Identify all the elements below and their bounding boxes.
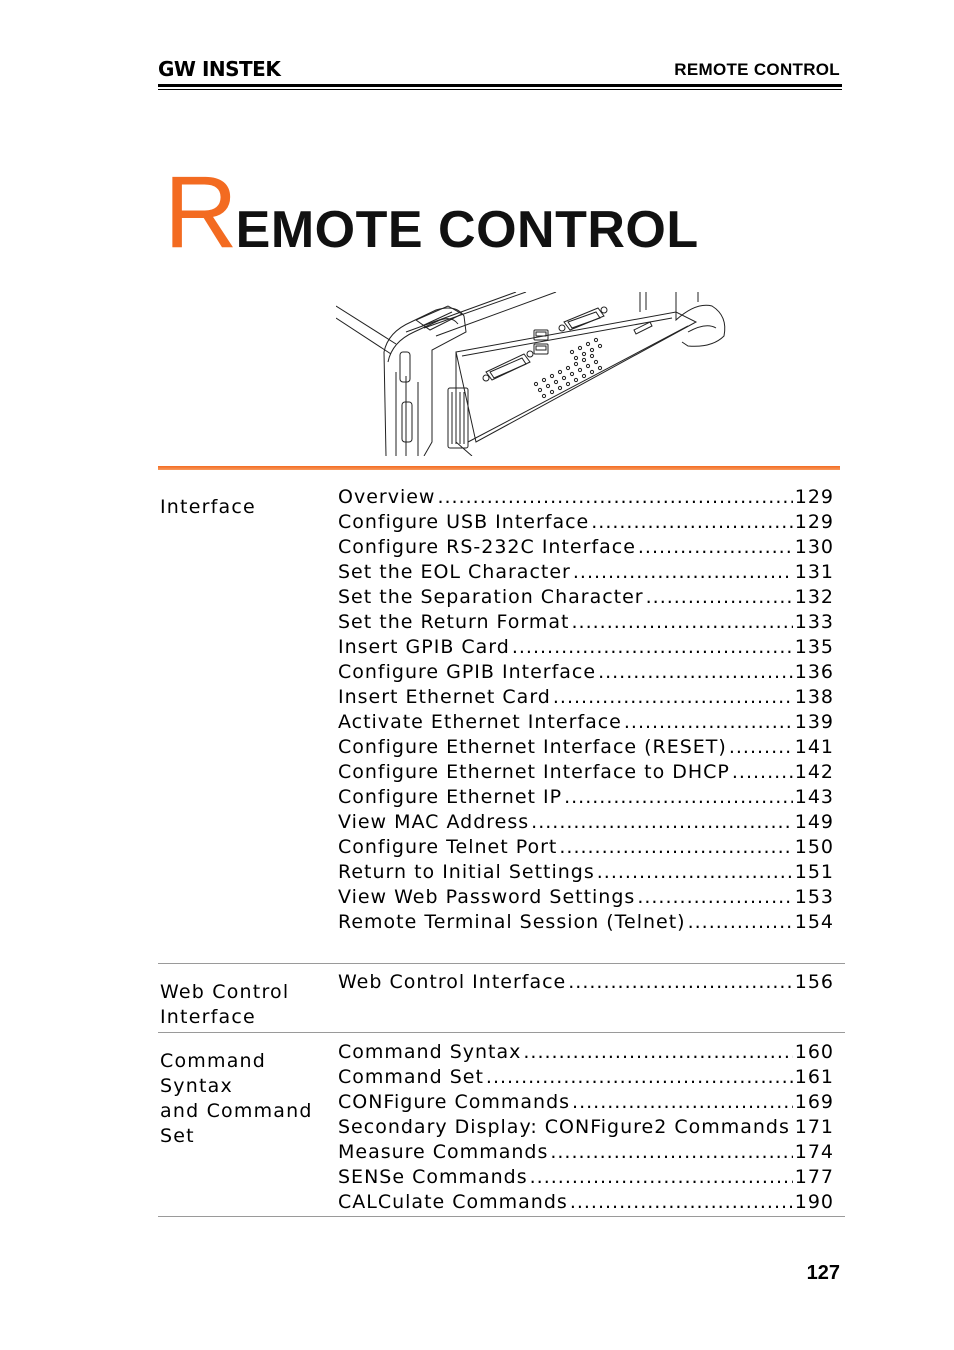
toc-entry-title: Configure RS-232C Interface bbox=[338, 536, 636, 558]
dot-leader bbox=[570, 1190, 793, 1215]
toc-section-web-control bbox=[158, 970, 845, 1030]
chapter-title-rest: EMOTE CONTROL bbox=[235, 201, 699, 259]
chapter-title bbox=[164, 155, 699, 272]
toc-entry[interactable] bbox=[338, 485, 834, 510]
dot-leader bbox=[512, 635, 793, 660]
toc-entry-page: 129 bbox=[794, 486, 834, 508]
toc-entry-title: Configure Ethernet Interface to DHCP bbox=[338, 761, 730, 783]
toc-entry-page: 156 bbox=[794, 971, 834, 993]
dot-leader bbox=[531, 810, 793, 835]
dot-leader bbox=[573, 560, 793, 585]
toc-entry-title: Activate Ethernet Interface bbox=[338, 711, 622, 733]
toc-entry[interactable] bbox=[338, 860, 834, 885]
toc-entry-page: 143 bbox=[794, 786, 834, 808]
toc-entry-title: Configure Telnet Port bbox=[338, 836, 558, 858]
dot-leader bbox=[638, 535, 793, 560]
toc-entry-page: 131 bbox=[794, 561, 834, 583]
dot-leader bbox=[597, 860, 793, 885]
toc-entry-title: Configure Ethernet IP bbox=[338, 786, 563, 808]
toc-entry-page: 135 bbox=[794, 636, 834, 658]
toc-entry[interactable] bbox=[338, 535, 834, 560]
section-label: Interface bbox=[160, 496, 256, 518]
chapter-title-initial: R bbox=[164, 155, 236, 269]
dot-leader bbox=[553, 685, 793, 710]
toc-entry-page: 133 bbox=[794, 611, 834, 633]
dot-leader bbox=[559, 835, 792, 860]
toc-entry[interactable] bbox=[338, 835, 834, 860]
toc-entry-page: 154 bbox=[794, 911, 834, 933]
toc-entry-page: 160 bbox=[794, 1041, 834, 1063]
section-label: Web Control Interface bbox=[160, 981, 290, 1028]
dot-leader bbox=[624, 710, 793, 735]
toc-entry[interactable] bbox=[338, 970, 834, 995]
header-rule bbox=[158, 84, 842, 87]
toc-entry-page: 177 bbox=[794, 1166, 834, 1188]
dot-leader bbox=[637, 885, 792, 910]
toc-entry[interactable] bbox=[338, 785, 834, 810]
toc-entry-title: Set the Return Format bbox=[338, 611, 570, 633]
toc-entry-title: Measure Commands bbox=[338, 1141, 549, 1163]
toc-entry[interactable] bbox=[338, 560, 834, 585]
toc-entry-title: Configure Ethernet Interface (RESET) bbox=[338, 736, 727, 758]
toc-entry-page: 132 bbox=[794, 586, 834, 608]
toc-entry-page: 129 bbox=[794, 511, 834, 533]
dot-leader bbox=[646, 585, 793, 610]
toc-entry[interactable] bbox=[338, 685, 834, 710]
toc-entry-page: 190 bbox=[794, 1191, 834, 1213]
toc-entry[interactable] bbox=[338, 610, 834, 635]
toc-entry[interactable] bbox=[338, 585, 834, 610]
toc-entry-page: 174 bbox=[794, 1141, 834, 1163]
toc-entry-page: 169 bbox=[794, 1091, 834, 1113]
toc-entry-list bbox=[338, 485, 834, 935]
toc-entry-page: 151 bbox=[794, 861, 834, 883]
dot-leader bbox=[530, 1165, 793, 1190]
toc-entry[interactable] bbox=[338, 1040, 834, 1065]
toc-entry-title: View Web Password Settings bbox=[338, 886, 636, 908]
company-logo: GW INSTEK bbox=[158, 57, 281, 81]
dot-leader bbox=[568, 970, 792, 995]
dot-leader bbox=[598, 660, 793, 685]
toc-entry[interactable] bbox=[338, 760, 834, 785]
toc-entry-page: 130 bbox=[794, 536, 834, 558]
toc-entry-title: Insert GPIB Card bbox=[338, 636, 510, 658]
dot-leader bbox=[486, 1065, 793, 1090]
toc-entry[interactable] bbox=[338, 1090, 834, 1115]
toc-entry[interactable] bbox=[338, 1065, 834, 1090]
toc-entry-title: CONFigure Commands bbox=[338, 1091, 571, 1113]
toc-entry-title: Configure GPIB Interface bbox=[338, 661, 597, 683]
toc-entry-title: Command Syntax bbox=[338, 1041, 522, 1063]
toc-entry-page: 136 bbox=[794, 661, 834, 683]
section-divider bbox=[158, 1032, 845, 1033]
toc-entry-title: Set the EOL Character bbox=[338, 561, 571, 583]
toc-entry-title: Set the Separation Character bbox=[338, 586, 644, 608]
header-rule-thin bbox=[158, 89, 842, 90]
toc-entry[interactable] bbox=[338, 1190, 834, 1215]
toc-entry[interactable] bbox=[338, 1115, 834, 1140]
page-header bbox=[158, 56, 842, 88]
toc-entry[interactable] bbox=[338, 660, 834, 685]
rear-panel-illustration bbox=[336, 292, 730, 456]
toc-entry[interactable] bbox=[338, 910, 834, 935]
toc-section-command-syntax bbox=[158, 1040, 845, 1216]
toc-entry-title: Secondary Display: CONFigure2 Commands bbox=[338, 1116, 790, 1138]
dot-leader bbox=[572, 610, 793, 635]
toc-section-interface bbox=[158, 485, 845, 940]
toc-entry[interactable] bbox=[338, 1165, 834, 1190]
toc-entry-title: View MAC Address bbox=[338, 811, 530, 833]
dot-leader bbox=[792, 1115, 793, 1140]
toc-entry-title: Remote Terminal Session (Telnet) bbox=[338, 911, 686, 933]
dot-leader bbox=[564, 785, 793, 810]
section-divider bbox=[158, 963, 845, 964]
toc-entry-page: 161 bbox=[794, 1066, 834, 1088]
toc-entry[interactable] bbox=[338, 710, 834, 735]
toc-entry-title: Return to Initial Settings bbox=[338, 861, 595, 883]
toc-entry[interactable] bbox=[338, 1140, 834, 1165]
toc-entry-title: Overview bbox=[338, 486, 436, 508]
toc-entry-page: 149 bbox=[794, 811, 834, 833]
toc-entry-title: Insert Ethernet Card bbox=[338, 686, 551, 708]
toc-entry-page: 142 bbox=[794, 761, 834, 783]
toc-entry-title: SENSe Commands bbox=[338, 1166, 528, 1188]
toc-entry-title: CALCulate Commands bbox=[338, 1191, 568, 1213]
toc-entry-page: 138 bbox=[794, 686, 834, 708]
running-header-title: REMOTE CONTROL bbox=[674, 60, 840, 79]
toc-entry-page: 171 bbox=[794, 1116, 834, 1138]
dot-leader bbox=[688, 910, 793, 935]
toc-entry-title: Web Control Interface bbox=[338, 971, 567, 993]
dot-leader bbox=[732, 760, 793, 785]
toc-entry[interactable] bbox=[338, 635, 834, 660]
toc-entry-title: Configure USB Interface bbox=[338, 511, 590, 533]
dot-leader bbox=[729, 735, 793, 760]
toc-entry-page: 150 bbox=[794, 836, 834, 858]
toc-entry[interactable] bbox=[338, 510, 834, 535]
dot-leader bbox=[591, 510, 793, 535]
dot-leader bbox=[550, 1140, 792, 1165]
toc-entry[interactable] bbox=[338, 810, 834, 835]
toc-entry[interactable] bbox=[338, 885, 834, 910]
section-divider bbox=[158, 1216, 845, 1217]
toc-entry-page: 141 bbox=[794, 736, 834, 758]
toc-entry[interactable] bbox=[338, 735, 834, 760]
page-number: 127 bbox=[806, 1262, 840, 1284]
section-label: Command Syntax and Command Set bbox=[160, 1050, 313, 1147]
toc-entry-list bbox=[338, 1040, 834, 1215]
section-divider-orange bbox=[158, 466, 840, 470]
toc-entry-title: Command Set bbox=[338, 1066, 484, 1088]
dot-leader bbox=[523, 1040, 792, 1065]
toc-entry-page: 153 bbox=[794, 886, 834, 908]
toc-entry-list bbox=[338, 970, 834, 995]
dot-leader bbox=[572, 1090, 793, 1115]
dot-leader bbox=[437, 485, 792, 510]
toc-entry-page: 139 bbox=[794, 711, 834, 733]
